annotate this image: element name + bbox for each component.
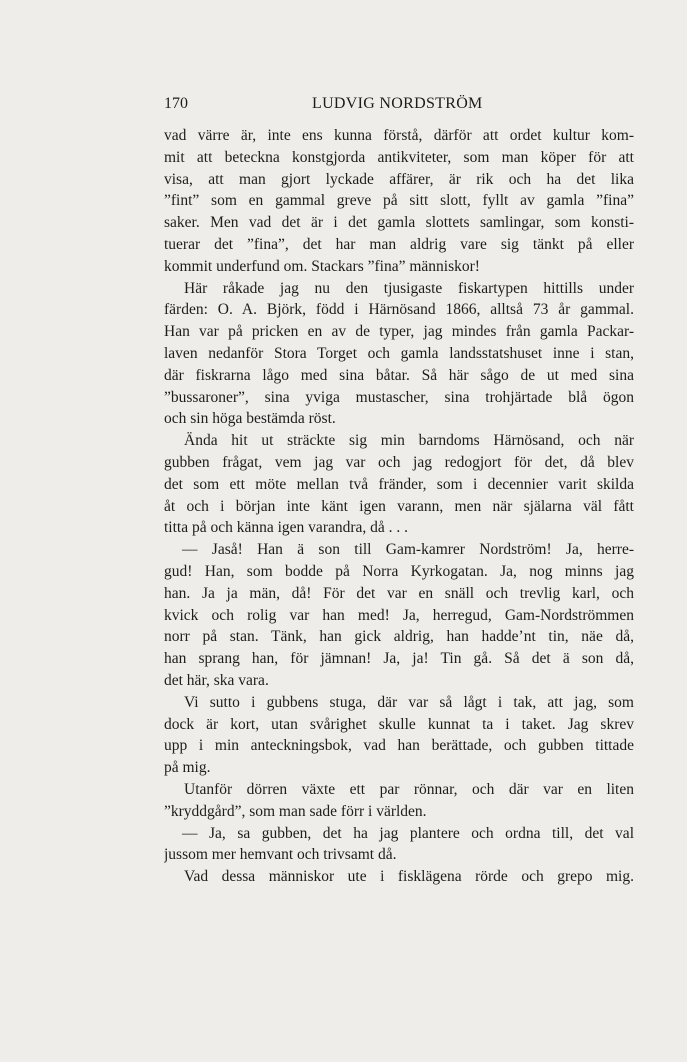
text-line: Ända hit ut sträckte sig min barndoms Härnösand, och när (184, 432, 634, 450)
text-line: det som ett möte mellan två fränder, som i decennier varit skilda (164, 475, 634, 493)
text-line: tuerar det ”fina”, det har man aldrig vare sig tänkt på eller (164, 235, 634, 253)
text-line: upp i min anteckningsbok, vad han berättade, och gubben tittade (164, 737, 634, 755)
text-line: han sprang han, för jämnan! Ja, ja! Tin gå. Så det ä son då, (164, 650, 634, 668)
body-text (164, 125, 634, 888)
text-line: Vi sutto i gubbens stuga, där var så lågt i tak, att jag, som (184, 693, 634, 711)
text-line: ”bussaroner”, sina yviga mustascher, sina trohjärtade blå ögon (164, 388, 634, 406)
running-head: LUDVIG NORDSTRÖM (312, 95, 483, 112)
text-line: Han var på pricken en av de typer, jag mindes från gamla Packar- (164, 323, 634, 341)
text-line: norr på stan. Tänk, han gick aldrig, han hadde’nt tin, näe då, (164, 628, 634, 646)
text-line: laven nedanför Stora Torget och gamla landsstatshuset inne i stan, (164, 344, 634, 362)
text-line: — Jaså! Han ä son till Gam-kamrer Nordström! Ja, herre- (182, 541, 634, 559)
text-line: där fiskrarna lågo med sina båtar. Så här sågo de ut med sina (164, 366, 634, 384)
text-line: Här råkade jag nu den tjusigaste fiskartypen hittills under (184, 279, 634, 297)
text-line: visa, att man gjort lyckade affärer, är rik och ha det lika (164, 170, 634, 188)
text-line: på mig. (164, 759, 211, 777)
text-line: han. Ja ja män, då! För det var en snäll och trevlig karl, och (164, 584, 634, 602)
text-line: åt och i början inte känt igen varann, men när själarna väl fått (164, 497, 634, 515)
page-header (164, 93, 634, 115)
text-line: saker. Men vad det är i det gamla slottets samlingar, som konsti- (164, 214, 634, 232)
text-line: kvick och rolig var han med! Ja, herregud, Gam-Nordströmmen (164, 606, 634, 624)
text-line: ”fint” som en gammal greve på sitt slott, fyllt av gamla ”fina” (164, 192, 634, 210)
text-line: Vad dessa människor ute i fisklägena rörde och grepo mig. (184, 868, 634, 886)
text-line: mit att beteckna konstgjorda antikviteter, som man köper för att (164, 148, 634, 166)
text-line: titta på och känna igen varandra, då . . . (164, 519, 409, 537)
page-number: 170 (164, 95, 188, 112)
text-line: gud! Han, som bodde på Norra Kyrkogatan. Ja, nog minns jag (164, 562, 634, 580)
text-line: jussom mer hemvant och trivsamt då. (164, 846, 397, 864)
text-line: ”kryddgård”, som man sade förr i världen. (164, 802, 427, 820)
text-line: dock är kort, utan svårighet skulle kunnat ta i taket. Jag skrev (164, 715, 634, 733)
text-line: färden: O. A. Björk, född i Härnösand 1866, alltså 73 år gammal. (164, 301, 634, 319)
text-line: Utanför dörren växte ett par rönnar, och där var en liten (184, 780, 634, 798)
text-line: det här, ska vara. (164, 671, 269, 689)
text-line: vad värre är, inte ens kunna förstå, därför att ordet kultur kom- (164, 127, 634, 144)
text-line: och sin höga bestämda röst. (164, 410, 336, 428)
text-line: — Ja, sa gubben, det ha jag plantere och ordna till, det val (182, 824, 634, 842)
text-line: kommit underfund om. Stackars ”fina” människor! (164, 257, 480, 275)
text-line: gubben frågat, vem jag var och jag redogjort för det, då blev (164, 453, 634, 471)
